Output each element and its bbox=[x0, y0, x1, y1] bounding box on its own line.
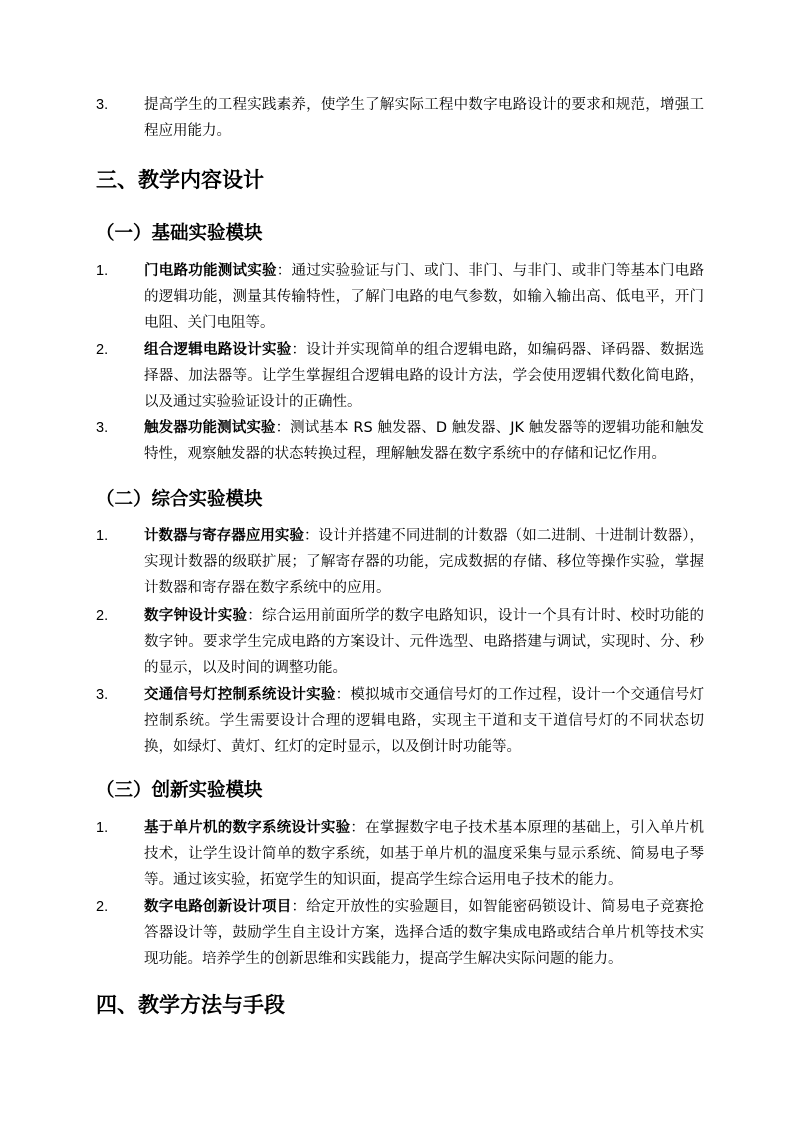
subsection-heading: （三）创新实验模块 bbox=[96, 780, 263, 801]
item-body: ：通过实验验证与门、或门、非门、与非门、或非门等基本门电路的逻辑功能，测量其传输特性，了解门电路的电气参数，如输入输出高、低电平，开门电阻、关门电阻等。 bbox=[144, 263, 705, 331]
item-body: ：模拟城市交通信号灯的工作过程，设计一个交通信号灯控制系统。学生需要设计合理的逻辑电路，实现主干道和支干道信号灯的不同状态切换，如绿灯、黄灯、红灯的定时显示，以及倒计时功能等。 bbox=[144, 687, 705, 755]
item-body: ：给定开放性的实验题目，如智能密码锁设计、简易电子竞赛抢答器设计等，鼓励学生自主设计方案，选择合适的数字集成电路或结合单片机等技术实现功能。培养学生的创新思维和实践能力，提高学生解决实际问题的能力。 bbox=[144, 899, 705, 967]
item-body: ：设计并搭建不同进制的计数器（如二进制、十进制计数器），实现计数器的级联扩展；了解寄存器的功能，完成数据的存储、移位等操作实验，掌握计数器和寄存器在数字系统中的应用。 bbox=[144, 528, 705, 596]
item-title: 数字钟设计实验 bbox=[144, 608, 248, 624]
list-number: 3. bbox=[96, 97, 109, 113]
list-item bbox=[96, 523, 706, 601]
list-text bbox=[144, 894, 704, 972]
item-title: 门电路功能测试实验 bbox=[144, 263, 277, 279]
list-item bbox=[96, 682, 706, 760]
item-title: 基于单片机的数字系统设计实验 bbox=[144, 820, 351, 836]
list-number: 3. bbox=[96, 420, 109, 436]
list-item bbox=[96, 258, 706, 336]
list-number: 1. bbox=[96, 820, 109, 836]
item-title: 数字电路创新设计项目 bbox=[144, 899, 292, 915]
list-text: 提高学生的工程实践素养，使学生了解实际工程中数字电路设计的要求和规范，增强工程应用能力。 bbox=[144, 97, 704, 139]
list-number: 1. bbox=[96, 263, 109, 279]
subsection-heading: （二）综合实验模块 bbox=[96, 489, 263, 510]
list-text bbox=[144, 258, 704, 336]
item-body: ：在掌握数字电子技术基本原理的基础上，引入单片机技术，让学生设计简单的数字系统，如基于单片机的温度采集与显示系统、简易电子琴等。通过该实验，拓宽学生的知识面，提高学生综合运用电子技术的能力。 bbox=[144, 820, 704, 888]
section-heading: 四、教学方法与手段 bbox=[96, 993, 285, 1017]
item-body: ：测试基本 RS 触发器、D 触发器、JK 触发器等的逻辑功能和触发特性，观察触发器的状态转换过程，理解触发器在数字系统中的存储和记忆作用。 bbox=[144, 420, 705, 462]
item-title: 组合逻辑电路设计实验 bbox=[144, 342, 292, 358]
subsection-heading: （一）基础实验模块 bbox=[96, 223, 263, 244]
item-body: ：综合运用前面所学的数字电路知识，设计一个具有计时、校时功能的数字钟。要求学生完成电路的方案设计、元件选型、电路搭建与调试，实现时、分、秒的显示，以及时间的调整功能。 bbox=[144, 608, 704, 676]
list-number: 2. bbox=[96, 608, 109, 624]
list-text bbox=[144, 337, 704, 415]
list-text bbox=[144, 682, 704, 760]
item-title: 计数器与寄存器应用实验 bbox=[144, 528, 305, 544]
list-item bbox=[96, 337, 706, 415]
section-heading: 三、教学内容设计 bbox=[96, 168, 264, 192]
list-item bbox=[96, 603, 706, 681]
list-number: 2. bbox=[96, 342, 109, 358]
list-item bbox=[96, 815, 706, 893]
list-number: 1. bbox=[96, 528, 109, 544]
list-text bbox=[144, 523, 704, 601]
item-title: 触发器功能测试实验 bbox=[144, 420, 276, 436]
item-title: 交通信号灯控制系统设计实验 bbox=[144, 687, 336, 703]
list-text bbox=[144, 815, 704, 893]
list-text bbox=[144, 603, 704, 681]
list-item bbox=[96, 92, 706, 144]
list-number: 3. bbox=[96, 687, 109, 703]
item-body: ：设计并实现简单的组合逻辑电路，如编码器、译码器、数据选择器、加法器等。让学生掌握组合逻辑电路的设计方法，学会使用逻辑代数化简电路，以及通过实验验证设计的正确性。 bbox=[144, 342, 705, 410]
list-item bbox=[96, 415, 706, 467]
list-text bbox=[144, 415, 704, 467]
list-number: 2. bbox=[96, 899, 109, 915]
list-item bbox=[96, 894, 706, 972]
